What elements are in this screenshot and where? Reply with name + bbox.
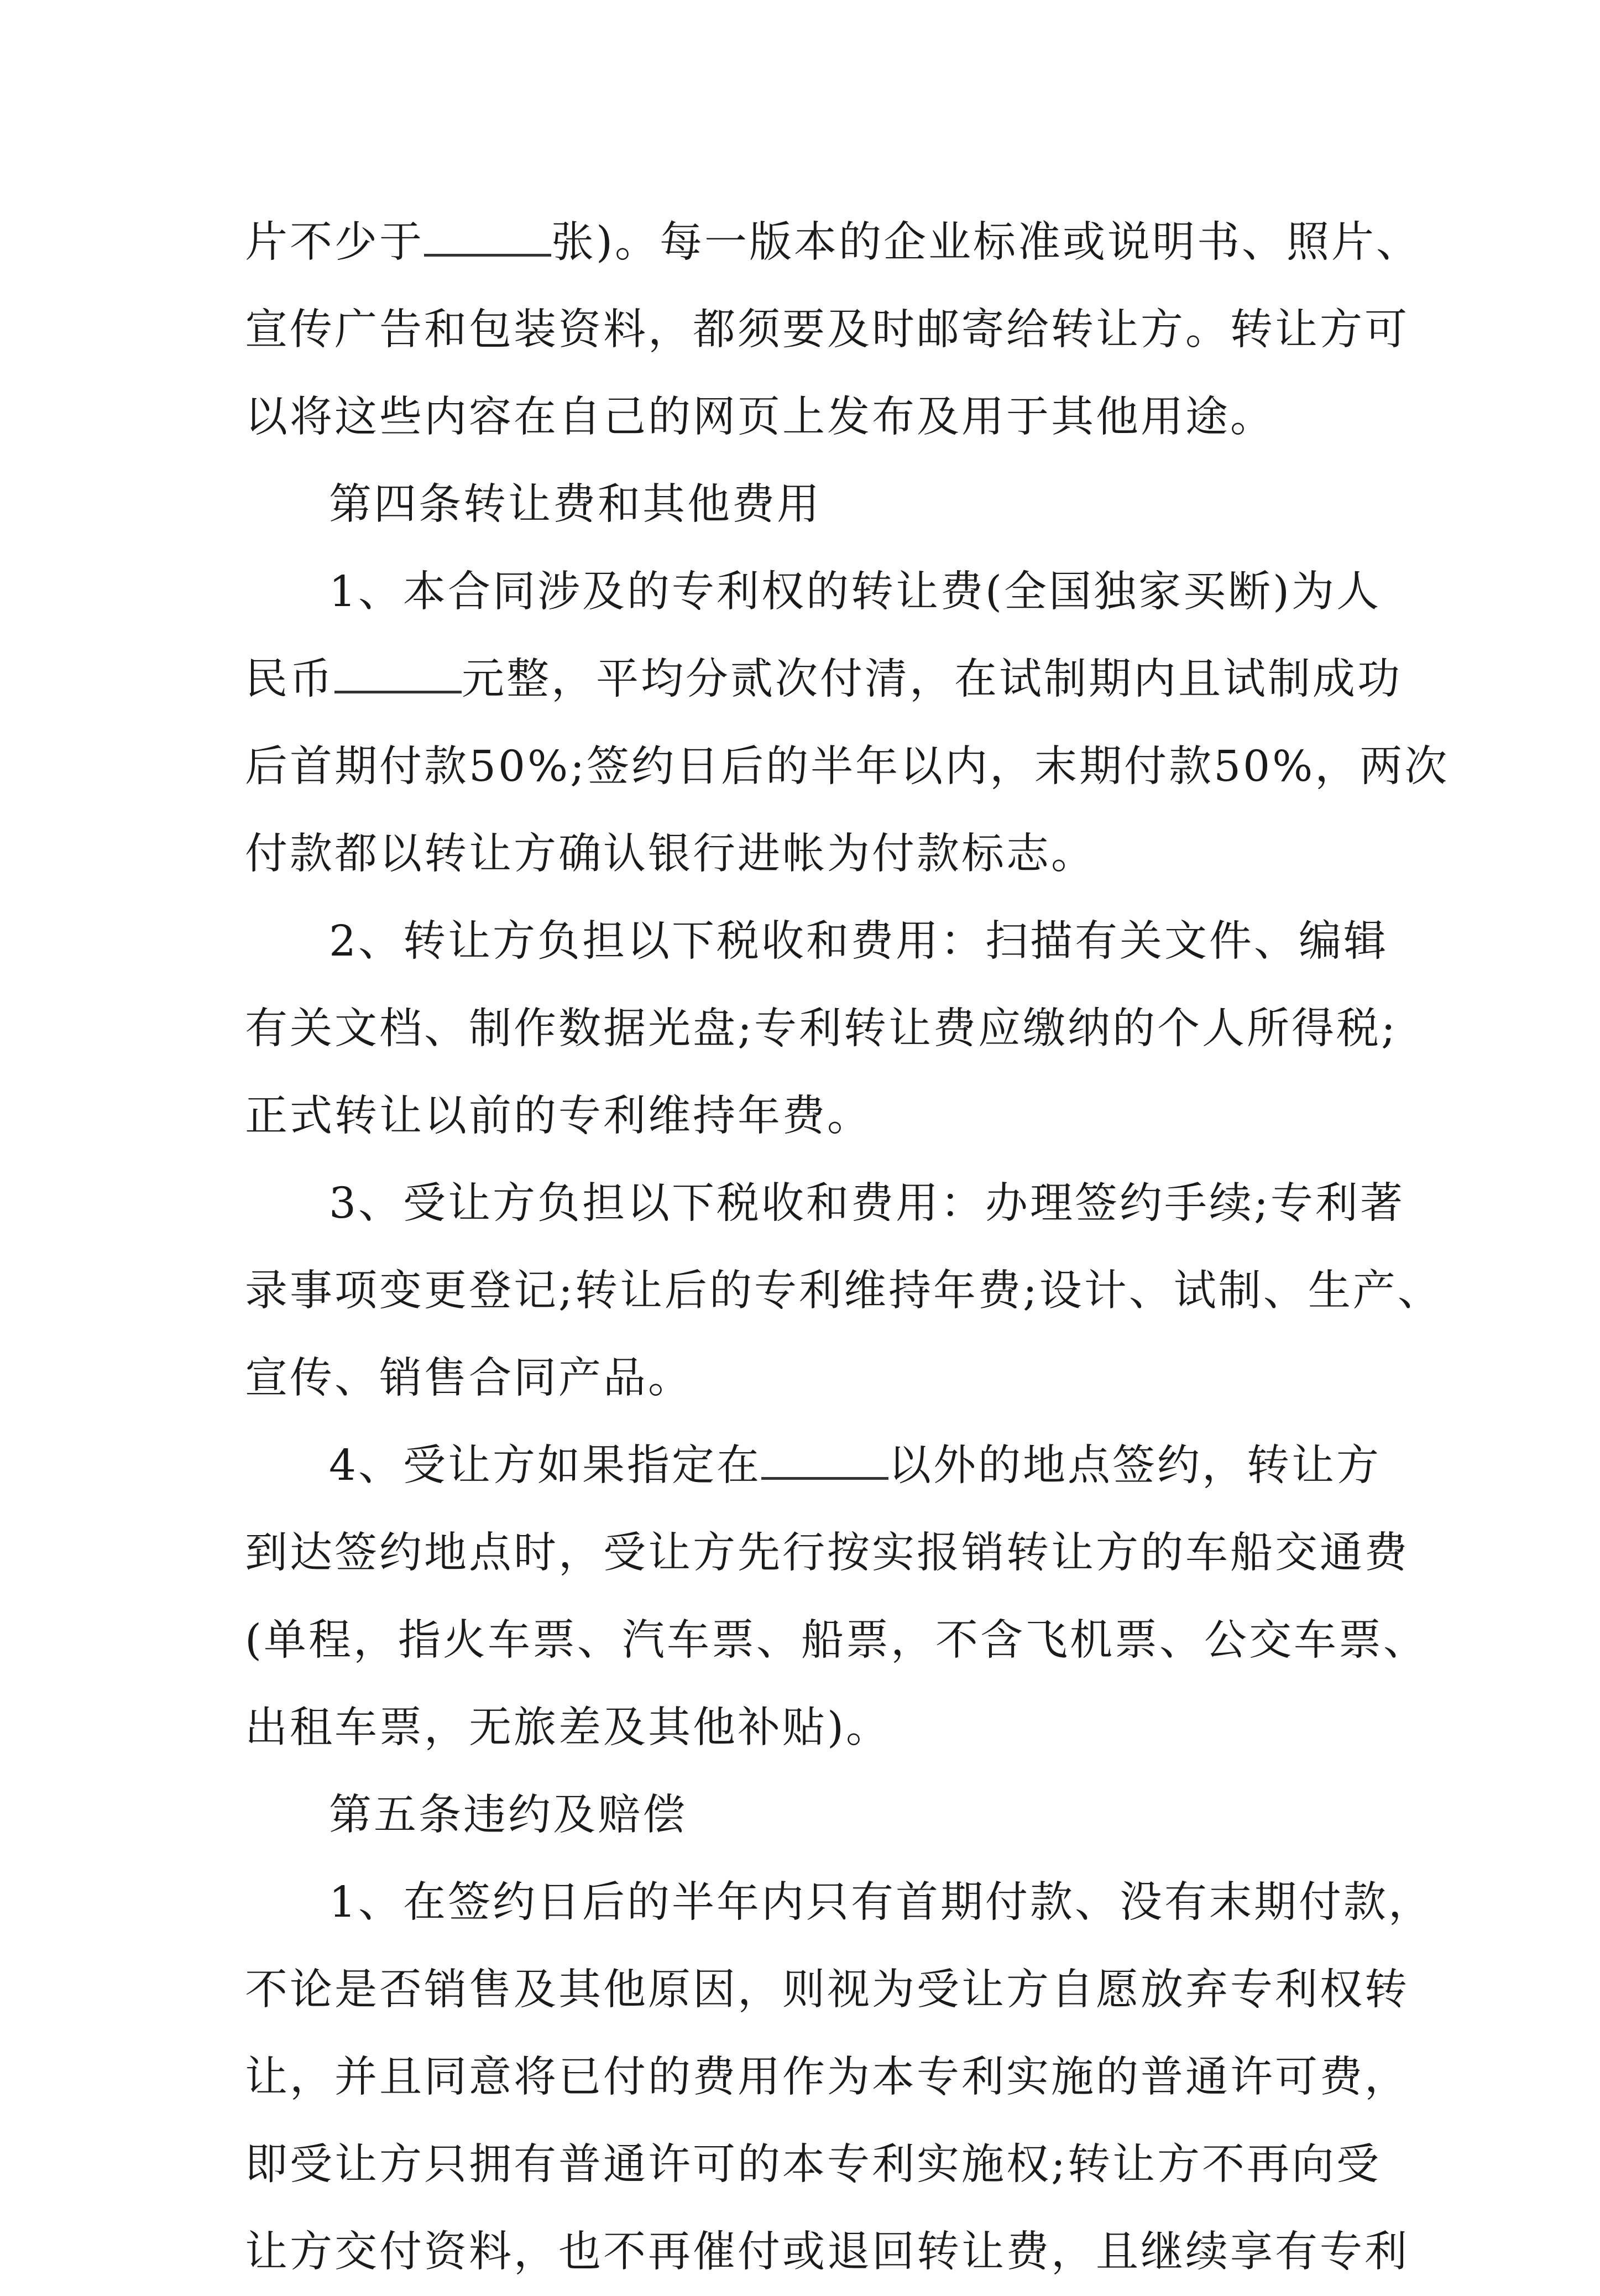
text-line: (单程，指火车票、汽车票、船票，不含飞机票、公交车票、 [245,1616,1429,1665]
text-line: 即受让方只拥有普通许可的本专利实施权;转让方不再向受 [245,2140,1381,2189]
document-body [245,199,1450,2296]
text-line: 有关文档、制作数据光盘;专利转让费应缴纳的个人所得税; [245,1004,1398,1053]
text-line: 2、转让方负担以下税收和费用：扫描有关文件、编辑 [329,917,1388,966]
text-line: 宣传、销售合同产品。 [245,1354,693,1403]
text-segment: 民币 [245,655,334,704]
text-line: 1、本合同涉及的专利权的转让费(全国独家买断)为人 [329,567,1382,617]
text-line [245,199,1421,286]
section-heading: 第四条转让费和其他费用 [329,480,822,529]
text-line [245,636,1402,723]
text-line: 录事项变更登记;转让后的专利维持年费;设计、试制、生产、 [245,1266,1442,1316]
text-line: 付款都以转让方确认银行进帐为付款标志。 [245,829,1096,879]
text-line: 后首期付款50%;签约日后的半年以内，末期付款50%，两次 [245,742,1450,791]
text-line: 以将这些内容在自己的网页上发布及用于其他用途。 [245,393,1275,442]
text-segment: 元整，平均分贰次付清，在试制期内且试制成功 [462,655,1402,704]
text-segment: 张)。每一版本的企业标准或说明书、照片、 [551,218,1421,267]
text-segment: 片不少于 [245,218,424,267]
text-segment: 4、受让方如果指定在 [329,1441,761,1490]
text-line: 不论是否销售及其他原因，则视为受让方自愿放弃专利权转 [245,1965,1409,2015]
fill-in-blank [761,1445,888,1480]
text-line: 宣传广告和包装资料，都须要及时邮寄给转让方。转让方可 [245,305,1409,354]
text-line [245,1422,1395,1510]
section-heading: 第五条违约及赔偿 [329,1791,687,1840]
text-line: 让，并且同意将已付的费用作为本专利实施的普通许可费， [245,2053,1409,2102]
text-segment: 以外的地点签约，转让方 [888,1441,1381,1490]
text-line: 到达签约地点时，受让方先行按实报销转让方的车船交通费 [245,1528,1409,1578]
text-line: 出租车票，无旅差及其他补贴)。 [245,1703,891,1752]
text-line: 让方交付资料，也不再催付或退回转让费，且继续享有专利 [245,2227,1409,2277]
text-line: 正式转让以前的专利维持年费。 [245,1092,872,1141]
fill-in-blank [424,222,551,257]
fill-in-blank [334,659,462,693]
text-line: 1、在签约日后的半年内只有首期付款、没有末期付款， [329,1878,1433,1927]
text-line: 3、受让方负担以下税收和费用：办理签约手续;专利著 [329,1179,1405,1228]
